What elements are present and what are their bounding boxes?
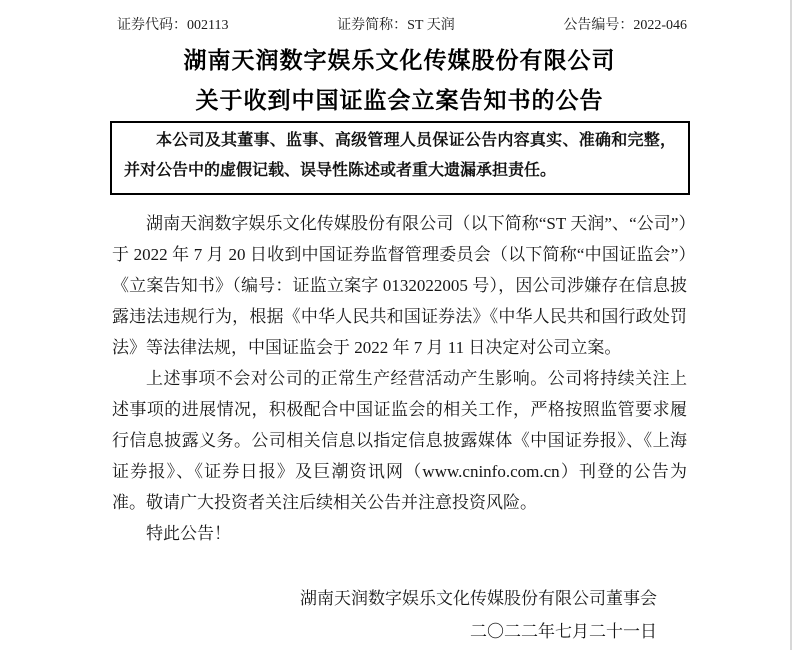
stock-code-value: 002113 <box>187 18 229 33</box>
stock-abbr <box>337 16 455 36</box>
announcement-number-label: 公告编号 <box>563 18 620 33</box>
securities-header-row <box>112 0 687 36</box>
signature-date: 二〇二二年七月二十一日 <box>470 622 657 641</box>
signature-company: 湖南天润数字娱乐文化传媒股份有限公司董事会 <box>300 589 657 608</box>
stock-code-label: 证券代码 <box>117 18 173 33</box>
signature-block <box>112 582 687 648</box>
declaration-box <box>110 121 690 195</box>
stock-code-separator: ： <box>173 18 187 33</box>
stock-code <box>117 16 228 36</box>
announcement-number-separator: ： <box>619 18 634 33</box>
page-title-line1: 湖南天润数字娱乐文化传媒股份有限公司 <box>183 47 616 73</box>
announcement-number-value: 2022-046 <box>633 18 687 33</box>
announcement-body <box>112 208 687 549</box>
stock-abbr-value: ST 天润 <box>407 18 455 33</box>
announcement-document <box>112 0 687 650</box>
body-paragraph-2: 上述事项不会对公司的正常生产经营活动产生影响。公司将持续关注上述事项的进展情况，积极配合中国证监会的相关工作，严格按照监管要求履行信息披露义务。公司相关信息以指定信息披露媒体《中国证券报》、《上海证券报》、《证券日报》及巨潮资讯网（www.cninfo.com.cn）刊登的公告为准。敬请广大投资者关注后续相关公告并注意投资风险。 <box>112 369 687 512</box>
body-paragraph-1: 湖南天润数字娱乐文化传媒股份有限公司（以下简称“ST 天润”、“公司”）于 2022 年 7 月 20 日收到中国证券监督管理委员会（以下简称“中国证监会”）《立案告知书》（编号：证监立案字 0132022005 号），因公司涉嫌存在信息披露违法违规行为，根据《中华人民共和国证券法》《中华人民共和国行政处罚法》等法律法规，中国证监会于 2022 年 7 月 11 日决定对公司立案。 <box>112 214 687 357</box>
page-title <box>112 40 687 120</box>
closing-statement: 特此公告！ <box>146 524 231 543</box>
declaration-text: 本公司及其董事、监事、高级管理人员保证公告内容真实、准确和完整，并对公告中的虚假记载、误导性陈述或者重大遗漏承担责任。 <box>124 132 676 179</box>
announcement-number <box>563 16 687 36</box>
page-title-line2: 关于收到中国证监会立案告知书的公告 <box>195 87 604 113</box>
page-right-edge-line <box>790 0 792 650</box>
stock-abbr-separator: ： <box>393 18 408 33</box>
stock-abbr-label: 证券简称 <box>337 18 394 33</box>
